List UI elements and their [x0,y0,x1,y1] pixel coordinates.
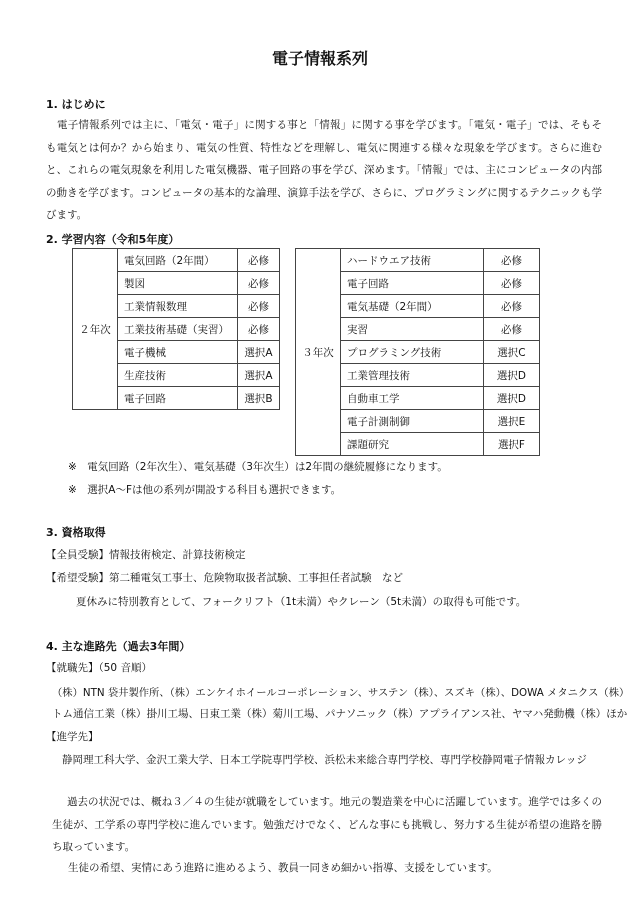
advancement-list: 静岡理工科大学、金沢工業大学、日本工学院専門学校、浜松未来総合専門学校、専門学校静岡電子情報カレッジ [62,754,587,766]
employment-label: 【就職先】（50 音順） [46,662,152,674]
curriculum-table-year2 [72,248,280,410]
qualification-all-students: 【全員受験】情報技術検定、計算技術検定 [46,549,246,561]
closing-paragraph-2: 生徒の希望、実情にあう進路に進めるよう、教員一同きめ細かい指導、支援をしています。 [68,862,498,874]
subject-name: 電気基礎（2年間） [341,295,484,318]
subject-name: 工業技術基礎（実習） [118,318,238,341]
subject-name: 電子回路 [118,387,238,410]
requirement-type: 必修 [483,318,539,341]
page-title: 電子情報系列 [271,49,368,68]
advancement-label: 【進学先】 [46,731,99,743]
subject-row [73,249,280,272]
requirement-type: 選択C [483,341,539,364]
requirement-type: 選択A [238,341,280,364]
subject-name: 自動車工学 [341,387,484,410]
subject-name: プログラミング技術 [341,341,484,364]
subject-name: ハードウエア技術 [341,249,484,272]
requirement-type: 必修 [238,295,280,318]
subject-name: 実習 [341,318,484,341]
section-heading-curriculum: 2. 学習内容（令和5年度） [46,233,180,246]
curriculum-table-year3 [295,248,540,456]
requirement-type: 選択A [238,364,280,387]
qualification-special-training: 夏休みに特別教育として、フォークリフト（1t未満）やクレーン（5t未満）の取得も可能です。 [76,596,527,608]
requirement-type: 必修 [483,295,539,318]
requirement-type: 必修 [238,318,280,341]
year-label: ２年次 [73,249,118,410]
requirement-type: 必修 [238,272,280,295]
curriculum-note-continuous: ※ 電気回路（2年次生）、電気基礎（3年次生）は2年間の継続履修になります。 [68,461,448,473]
requirement-type: 選択D [483,387,539,410]
requirement-type: 必修 [483,249,539,272]
subject-name: 生産技術 [118,364,238,387]
requirement-type: 選択F [483,433,539,456]
section-heading-qualifications: 3. 資格取得 [46,526,106,539]
intro-paragraph: 電子情報系列では主に、「電気・電子」に関する事と「情報」に関する事を学びます。「電気・電子」では、そもそも電気とは何か？から始まり、電気の性質、特性などを理解し、電気に関連する様々な現象を学びます。さらに進むと、これらの電気現象を利用した電気機器、電子回路の事を学び、深めます。「情報」では、主にコンピュータの内部の動きを学びます。コンピュータの基本的な論理、演算手法を学び、さらに、プログラミングに関するテクニックも学びます。 [46,119,602,222]
qualification-optional: 【希望受験】第二種電気工事士、危険物取扱者試験、工事担任者試験 など [46,572,403,584]
subject-name: 電子機械 [118,341,238,364]
subject-row [296,249,540,272]
employment-list-line1: （株）NTN 袋井製作所、（株）エンケイホイールコーポレーション、サステン（株）、スズキ（株）、DOWA メタニクス（株） [52,687,630,699]
subject-name: 工業情報数理 [118,295,238,318]
requirement-type: 選択E [483,410,539,433]
curriculum-note-electives: ※ 選択A～Fは他の系列が開設する科目も選択できます。 [68,484,342,496]
employment-list-line2: トム通信工業（株）掛川工場、日東工業（株）菊川工場、パナソニック（株）アプライアンス社、ヤマハ発動機（株）ほか [52,708,628,720]
year-label: ３年次 [296,249,341,456]
subject-name: 製図 [118,272,238,295]
requirement-type: 必修 [483,272,539,295]
requirement-type: 必修 [238,249,280,272]
closing-paragraph-1: 過去の状況では、概ね３／４の生徒が就職をしています。地元の製造業を中心に活躍しています。進学では多くの生徒が、工学系の専門学校に進んでいます。勉強だけでなく、どんな事にも挑戦し、努力する生徒が希望の進路を勝ち取っています。 [52,796,602,854]
subject-name: 電子計測制御 [341,410,484,433]
requirement-type: 選択B [238,387,280,410]
section-heading-careers: 4. 主な進路先（過去3年間） [46,640,191,653]
section-heading-intro: 1. はじめに [46,98,106,111]
subject-name: 電気回路（2年間） [118,249,238,272]
subject-name: 課題研究 [341,433,484,456]
subject-name: 電子回路 [341,272,484,295]
subject-name: 工業管理技術 [341,364,484,387]
requirement-type: 選択D [483,364,539,387]
